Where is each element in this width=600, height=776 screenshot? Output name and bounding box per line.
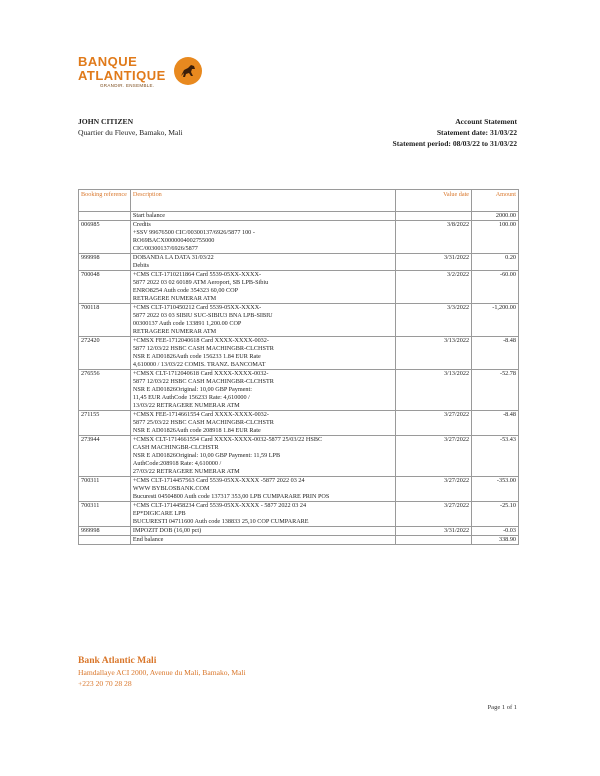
bank-phone: +223 20 70 28 28 bbox=[78, 679, 132, 688]
description-line: +SSV 99676500 CIC/00300137/6926/5877 100 - bbox=[132, 229, 255, 236]
booking-ref-cell: 700048 bbox=[79, 271, 131, 304]
table-row bbox=[79, 477, 519, 502]
value-date-cell bbox=[396, 536, 472, 545]
description-line: 5877 2022 03 03 SIBIU SUC-SIBIU3 BNA LPB-SIBIU bbox=[132, 312, 273, 319]
statement-date-label: Statement date: bbox=[436, 128, 489, 137]
amount-cell: -52.78 bbox=[472, 370, 519, 411]
value-date-cell: 3/27/2022 bbox=[396, 477, 472, 502]
description-line: 13/03/22 RETRAGERE NUMERAR ATM bbox=[132, 402, 240, 409]
booking-ref-cell: 700311 bbox=[79, 502, 131, 527]
description-cell bbox=[130, 527, 395, 536]
table-row bbox=[79, 304, 519, 337]
logo-line2: ATLANTIQUE bbox=[78, 68, 166, 83]
amount-cell: -0.03 bbox=[472, 527, 519, 536]
description-line: RETRAGERE NUMERAR ATM bbox=[132, 328, 217, 335]
bank-address: Hamdallaye ACI 2000, Avenue du Mali, Bamako, Mali bbox=[78, 668, 246, 677]
table-row bbox=[79, 212, 519, 221]
amount-cell: -60.00 bbox=[472, 271, 519, 304]
value-date-cell: 3/31/2022 bbox=[396, 527, 472, 536]
amount-cell: -8.48 bbox=[472, 411, 519, 436]
table-body bbox=[79, 212, 519, 545]
bank-footer bbox=[78, 654, 246, 689]
table-header-row bbox=[79, 190, 519, 212]
booking-ref-cell: 276556 bbox=[79, 370, 131, 411]
booking-ref-cell: 271155 bbox=[79, 411, 131, 436]
table-row bbox=[79, 337, 519, 370]
amount-cell: 338.90 bbox=[472, 536, 519, 545]
statement-period: 08/03/22 to 31/03/22 bbox=[452, 139, 517, 148]
table-row bbox=[79, 221, 519, 254]
statement-date: 31/03/22 bbox=[489, 128, 517, 137]
customer-block bbox=[78, 116, 183, 138]
description-cell bbox=[130, 411, 395, 436]
booking-ref-cell bbox=[79, 212, 131, 221]
booking-ref-cell: 700118 bbox=[79, 304, 131, 337]
description-cell bbox=[130, 221, 395, 254]
table-row bbox=[79, 436, 519, 477]
horse-icon bbox=[174, 57, 202, 85]
value-date-cell: 3/13/2022 bbox=[396, 337, 472, 370]
description-line: IMPOZIT DOB (16,00 pct) bbox=[132, 527, 202, 534]
description-cell bbox=[130, 337, 395, 370]
customer-name: JOHN CITIZEN bbox=[78, 117, 134, 126]
table-row bbox=[79, 411, 519, 436]
header-amount: Amount bbox=[472, 190, 519, 212]
booking-ref-cell: 700311 bbox=[79, 477, 131, 502]
logo-line1: BANQUE bbox=[78, 54, 138, 69]
description-cell bbox=[130, 502, 395, 527]
description-line: CASH MACHINGBR-CLCHSTR bbox=[132, 444, 219, 451]
description-cell bbox=[130, 536, 395, 545]
description-line: NSR E AD01826Original: 10,00 GBP Payment: 11,59 LPB bbox=[132, 452, 281, 459]
description-line: 27/03/22 RETRAGERE NUMERAR ATM bbox=[132, 468, 240, 475]
transactions-table bbox=[78, 189, 519, 545]
description-line: 4,610000 / 13/03/22 COMIS. TRANZ. BANCOMAT bbox=[132, 361, 266, 368]
description-line: +CMSX CLT-1712040618 Card XXXX-XXXX-0032- bbox=[132, 370, 269, 377]
description-line: 00300137 Auth code 133891 1,200.00 COP bbox=[132, 320, 242, 327]
description-cell bbox=[130, 212, 395, 221]
table-row bbox=[79, 536, 519, 545]
description-line: WWW BYBLOSBANK.COM bbox=[132, 485, 210, 492]
booking-ref-cell bbox=[79, 536, 131, 545]
description-line: Start balance bbox=[132, 212, 166, 219]
description-line: CIC/00300137/6926/5877 bbox=[132, 245, 198, 252]
description-cell bbox=[130, 254, 395, 271]
description-cell bbox=[130, 370, 395, 411]
statement-period-row bbox=[393, 138, 517, 149]
booking-ref-cell: 999998 bbox=[79, 527, 131, 536]
value-date-cell: 3/3/2022 bbox=[396, 304, 472, 337]
description-line: +CMS CLT-1714458234 Card 5539-05XX-XXXX - 5877 2022 03 24 bbox=[132, 502, 307, 509]
statement-period-label: Statement period: bbox=[392, 139, 451, 148]
bank-name: Bank Atlantic Mali bbox=[78, 655, 157, 666]
description-line: EP*DIGICARE LPB bbox=[132, 510, 186, 517]
description-line: NSR E AD01826Auth code 156233 1.84 EUR Rate bbox=[132, 353, 261, 360]
description-line: +CMS CLT-1714457563 Card 5539-05XX-XXXX -5877 2022 03 24 bbox=[132, 477, 305, 484]
amount-cell: -25.10 bbox=[472, 502, 519, 527]
value-date-cell: 3/2/2022 bbox=[396, 271, 472, 304]
description-line: +CMS CLT-1710211864 Card 5539-05XX-XXXX- bbox=[132, 271, 262, 278]
amount-cell: 2000.00 bbox=[472, 212, 519, 221]
table-row bbox=[79, 502, 519, 527]
amount-cell: -1,200.00 bbox=[472, 304, 519, 337]
description-cell bbox=[130, 477, 395, 502]
bank-logo bbox=[78, 55, 238, 105]
header-description: Description bbox=[130, 190, 395, 212]
amount-cell: -8.48 bbox=[472, 337, 519, 370]
table-row bbox=[79, 527, 519, 536]
amount-cell: 100.00 bbox=[472, 221, 519, 254]
description-line: +CMSX FEE-1712040618 Card XXXX-XXXX-0032- bbox=[132, 337, 269, 344]
description-line: DOBANDA LA DATA 31/03/22 bbox=[132, 254, 214, 261]
amount-cell: -53.43 bbox=[472, 436, 519, 477]
value-date-cell: 3/13/2022 bbox=[396, 370, 472, 411]
description-cell bbox=[130, 304, 395, 337]
header-booking-ref: Booking reference bbox=[79, 190, 131, 212]
customer-address: Quartier du Fleuve, Bamako, Mali bbox=[78, 128, 183, 137]
description-line: 5877 12/03/22 HSBC CASH MACHINGBR-CLCHSTR bbox=[132, 345, 274, 352]
table-row bbox=[79, 271, 519, 304]
description-line: 5877 2022 03 02 60189 ATM Aeroport, SB LPB-Sibiu bbox=[132, 279, 269, 286]
statement-title: Account Statement bbox=[455, 117, 517, 126]
description-line: 5877 25/03/22 HSBC CASH MACHINGBR-CLCHSTR bbox=[132, 419, 274, 426]
booking-ref-cell: 006985 bbox=[79, 221, 131, 254]
value-date-cell bbox=[396, 212, 472, 221]
header-value-date: Value date bbox=[396, 190, 472, 212]
description-line: RETRAGERE NUMERAR ATM bbox=[132, 295, 217, 302]
description-line: BUCURESTI 04711600 Auth code 138833 25,10 COP CUMPARARE bbox=[132, 518, 309, 525]
description-line: NSR E AD01826Original: 10,00 GBP Payment: bbox=[132, 386, 252, 393]
amount-cell: 0.20 bbox=[472, 254, 519, 271]
booking-ref-cell: 272420 bbox=[79, 337, 131, 370]
description-line: +CMSX CLT-1714661554 Card XXXX-XXXX-0032-5877 25/03/22 HSBC bbox=[132, 436, 323, 443]
description-line: +CMS CLT-1710450212 Card 5539-05XX-XXXX- bbox=[132, 304, 262, 311]
description-line: 5877 12/03/22 HSBC CASH MACHINGBR-CLCHSTR bbox=[132, 378, 274, 385]
table-row bbox=[79, 254, 519, 271]
value-date-cell: 3/27/2022 bbox=[396, 436, 472, 477]
value-date-cell: 3/8/2022 bbox=[396, 221, 472, 254]
statement-info bbox=[393, 116, 517, 149]
description-cell bbox=[130, 436, 395, 477]
booking-ref-cell: 999998 bbox=[79, 254, 131, 271]
statement-date-row bbox=[393, 127, 517, 138]
description-line: Credits bbox=[132, 221, 151, 228]
table-row bbox=[79, 370, 519, 411]
description-line: Bucuresti 04504800 Auth code 137317 353,00 LPB CUMPARARE PRIN POS bbox=[132, 493, 330, 500]
booking-ref-cell: 273944 bbox=[79, 436, 131, 477]
page-number: Page 1 of 1 bbox=[487, 704, 517, 711]
logo-tagline: GRANDIR. ENSEMBLE. bbox=[100, 83, 155, 88]
description-line: RO69BACX0000004002755000 bbox=[132, 237, 215, 244]
description-line: Debits bbox=[132, 262, 150, 269]
description-line: ENRO8254 Auth code 354323 60,00 COP bbox=[132, 287, 239, 294]
value-date-cell: 3/27/2022 bbox=[396, 411, 472, 436]
value-date-cell: 3/27/2022 bbox=[396, 502, 472, 527]
amount-cell: -353.00 bbox=[472, 477, 519, 502]
description-line: +CMSX FEE-1714661554 Card XXXX-XXXX-0032- bbox=[132, 411, 269, 418]
description-cell bbox=[130, 271, 395, 304]
description-line: 11,45 EUR AuthCode 156233 Rate: 4,610000 / bbox=[132, 394, 250, 401]
description-line: NSR E AD01826Auth code 208918 1.84 EUR Rate bbox=[132, 427, 261, 434]
description-line: End balance bbox=[132, 536, 164, 543]
description-line: AuthCode:208918 Rate: 4,610000 / bbox=[132, 460, 222, 467]
value-date-cell: 3/31/2022 bbox=[396, 254, 472, 271]
